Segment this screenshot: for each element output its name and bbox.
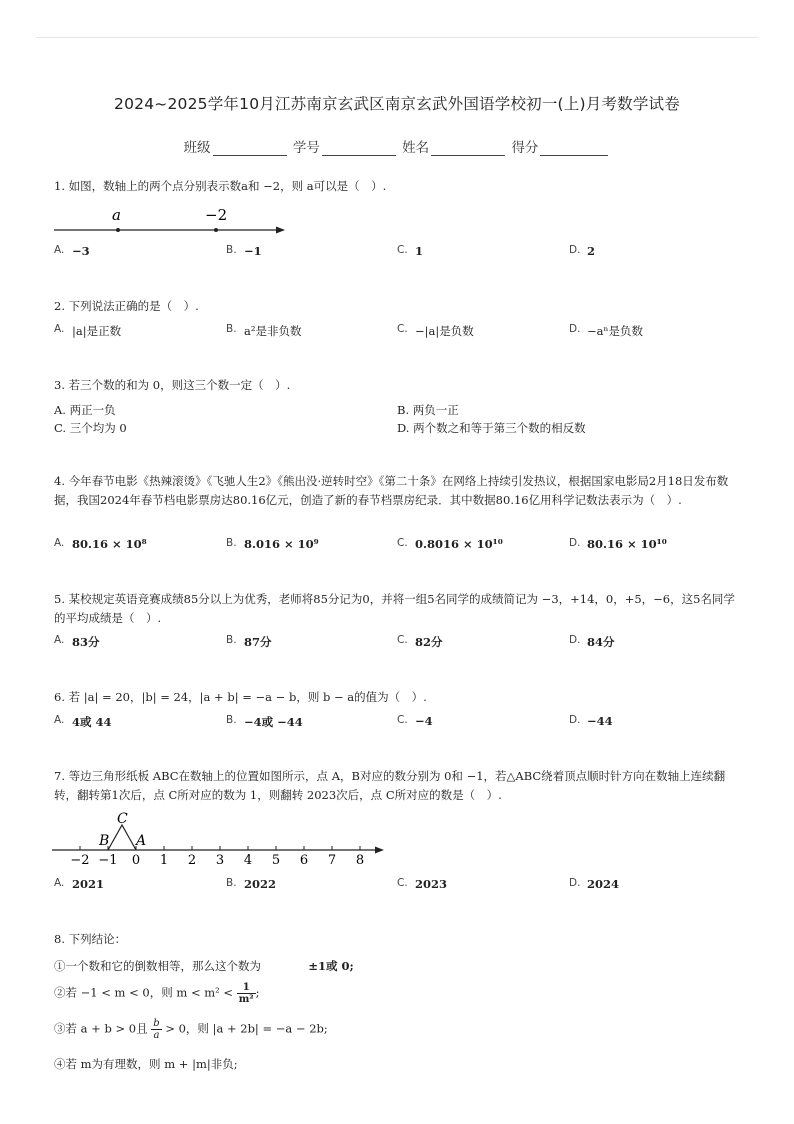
q7-tick-label: −1 — [98, 853, 118, 868]
q5-option-c: 82分 — [415, 635, 443, 649]
score-label: 得分 — [511, 140, 539, 156]
id-blank — [322, 141, 396, 156]
q4-option-d-letter: D. — [569, 537, 581, 549]
q1-option-d: 2 — [587, 244, 596, 258]
q4-option-a: 80.16 × 10⁸ — [72, 537, 147, 551]
q1-label-neg2: −2 — [205, 206, 228, 224]
q8-statement-1 — [54, 958, 354, 974]
q4-option-c: 0.8016 × 10¹⁰ — [415, 537, 503, 551]
q5-option-b-letter: B. — [226, 634, 237, 646]
q6-option-b-letter: B. — [226, 714, 237, 726]
q7-tick-label: 6 — [299, 853, 309, 868]
q7-number-line-figure — [50, 806, 390, 868]
q2-option-d-letter: D. — [569, 323, 581, 335]
q2-option-a-letter: A. — [54, 323, 65, 335]
q1-option-b: −1 — [244, 244, 262, 258]
score-blank — [540, 141, 608, 156]
question-3-stem: 3. 若三个数的和为 0，则这三个数一定（ ）. — [54, 378, 291, 392]
class-blank — [213, 141, 287, 156]
q2-option-b: a²是非负数 — [244, 324, 302, 338]
q8-s3-text-a: ③若 a + b > 0且 — [54, 1021, 148, 1036]
q8-statement-3 — [54, 1018, 328, 1041]
q8-s3-den: a — [153, 1030, 160, 1041]
q6-option-c: −4 — [415, 714, 433, 728]
q7-tick-label: 1 — [159, 853, 169, 868]
q3-option-d: D. 两个数之和等于第三个数的相反数 — [397, 421, 586, 435]
q7-triangle — [108, 825, 136, 850]
q6-option-b: −4或 −44 — [244, 715, 303, 729]
q8-statement-2: ②若 −1 < m < 0，则 m < m² < $\frac{1}{\text{m²}}$ ; — [54, 982, 260, 1005]
q7-option-c: 2023 — [415, 877, 448, 891]
name-blank — [431, 141, 505, 156]
q3-option-c: C. 三个均为 0 — [54, 421, 127, 435]
q6-option-d-letter: D. — [569, 714, 581, 726]
question-8-stem: 8. 下列结论： — [54, 932, 127, 946]
q4-option-b: 8.016 × 10⁹ — [244, 537, 319, 551]
question-5-stem: 5. 某校规定英语竞赛成绩85分以上为优秀，老师将85分记为0，并将一组5名同学的成绩简记为 −3，+14，0，+5，−6，这5名同学的平均成绩是（ ）. — [54, 592, 735, 625]
q6-option-a: 4或 44 — [72, 715, 112, 729]
q6-option-c-letter: C. — [397, 714, 408, 726]
id-label: 学号 — [292, 140, 320, 156]
q8-s2-fraction — [237, 982, 256, 1005]
top-rule — [36, 37, 758, 38]
q1-point-neg2 — [214, 228, 218, 232]
q7-tick-label: 0 — [131, 853, 141, 868]
q5-option-c-letter: C. — [397, 634, 408, 646]
q3-option-a: A. 两正一负 — [54, 403, 116, 417]
q4-option-d: 80.16 × 10¹⁰ — [587, 537, 667, 551]
q7-tick-label: 3 — [215, 853, 225, 868]
q1-option-c-letter: C. — [397, 244, 408, 256]
q8-s3-num: b — [153, 1018, 160, 1029]
q1-option-a-letter: A. — [54, 244, 65, 256]
q7-axis-arrow — [375, 847, 384, 854]
q7-option-d-letter: D. — [569, 877, 581, 889]
q7-option-d: 2024 — [587, 877, 620, 891]
q7-tick-label: 5 — [271, 853, 281, 868]
q7-tick-label: 8 — [355, 853, 365, 868]
q6-option-d: −44 — [587, 714, 613, 728]
question-2-stem: 2. 下列说法正确的是（ ）. — [54, 299, 199, 313]
q5-option-a-letter: A. — [54, 634, 65, 646]
q1-number-line-figure — [52, 200, 292, 240]
q4-option-a-letter: A. — [54, 537, 65, 549]
q7-label-c: C — [117, 811, 128, 827]
q5-option-b: 87分 — [244, 635, 272, 649]
q8-s2-den: m² — [238, 994, 254, 1005]
q2-option-b-letter: B. — [226, 323, 237, 335]
question-1-stem: 1. 如图，数轴上的两个点分别表示数a和 −2，则 a可以是（ ）. — [54, 179, 387, 193]
q7-tick-label: 4 — [243, 853, 253, 868]
q8-s1-text: ①一个数和它的倒数相等，那么这个数为 — [54, 959, 261, 973]
q2-option-c-letter: C. — [397, 323, 408, 335]
q1-label-a: a — [112, 206, 121, 224]
info-line — [0, 136, 794, 156]
page-title: 2024~2025学年10月江苏南京玄武区南京玄武外国语学校初一(上)月考数学试卷 — [114, 95, 680, 113]
q4-option-c-letter: C. — [397, 537, 408, 549]
q1-option-c: 1 — [415, 244, 424, 258]
q7-tick-label: 2 — [187, 853, 197, 868]
q1-option-a: −3 — [72, 244, 90, 258]
q5-option-d: 84分 — [587, 635, 615, 649]
q7-tick-label: 7 — [327, 853, 337, 868]
q2-option-a: |a|是正数 — [72, 324, 122, 338]
q7-option-a: 2021 — [72, 877, 105, 891]
q3-option-b: B. 两负一正 — [397, 403, 459, 417]
question-6-stem: 6. 若 |a| = 20，|b| = 24，|a + b| = −a − b，则 b − a的值为（ ）. — [54, 690, 427, 704]
q8-s2-num: 1 — [237, 982, 256, 994]
q7-label-a: A — [136, 833, 147, 849]
question-7-stem: 7. 等边三角形纸板 ABC在数轴上的位置如图所示，点 A，B对应的数分别为 0和 −1，若△ABC绕着顶点顺时针方向在数轴上连续翻转，翻转第1次后，点 C所对应的数为 1，则翻转 2023次后，点 C所对应的数是（ ）. — [54, 769, 726, 802]
q1-option-d-letter: D. — [569, 244, 581, 256]
q8-s3-fraction — [151, 1018, 161, 1041]
q5-option-d-letter: D. — [569, 634, 581, 646]
q7-ticks — [70, 846, 364, 868]
question-4-stem: 4. 今年春节电影《热辣滚烫》《飞驰人生2》《熊出没·逆转时空》《第二十条》在网络上持续引发热议，根据国家电影局2月18日发布数据，我国2024年春节档电影票房达80.16亿元，创造了新的春节档票房纪录．其中数据80.16亿用科学记数法表示为（ ）. — [54, 474, 729, 507]
q1-point-a — [116, 228, 120, 232]
q7-option-b-letter: B. — [226, 877, 237, 889]
q7-option-c-letter: C. — [397, 877, 408, 889]
q8-statement-4: ④若 m为有理数，则 m + |m|非负; — [54, 1057, 238, 1071]
q7-option-b: 2022 — [244, 877, 277, 891]
q4-option-b-letter: B. — [226, 537, 237, 549]
q7-tick-label: −2 — [70, 853, 90, 868]
class-label: 班级 — [183, 140, 211, 156]
q1-option-b-letter: B. — [226, 244, 237, 256]
q8-s1-value: ±1或 0; — [308, 959, 354, 973]
q8-s3-text-b: > 0，则 |a + 2b| = −a − 2b; — [165, 1021, 328, 1036]
q6-option-a-letter: A. — [54, 714, 65, 726]
q8-s2-text: ②若 −1 < m < 0，则 m < m² < — [54, 985, 234, 1000]
q7-label-b: B — [99, 833, 110, 849]
q7-option-a-letter: A. — [54, 877, 65, 889]
q2-option-c: −|a|是负数 — [415, 324, 474, 338]
q5-option-a: 83分 — [72, 635, 100, 649]
q1-axis-arrow — [276, 227, 285, 234]
name-label: 姓名 — [402, 140, 430, 156]
q2-option-d: −aⁿ是负数 — [587, 324, 643, 338]
